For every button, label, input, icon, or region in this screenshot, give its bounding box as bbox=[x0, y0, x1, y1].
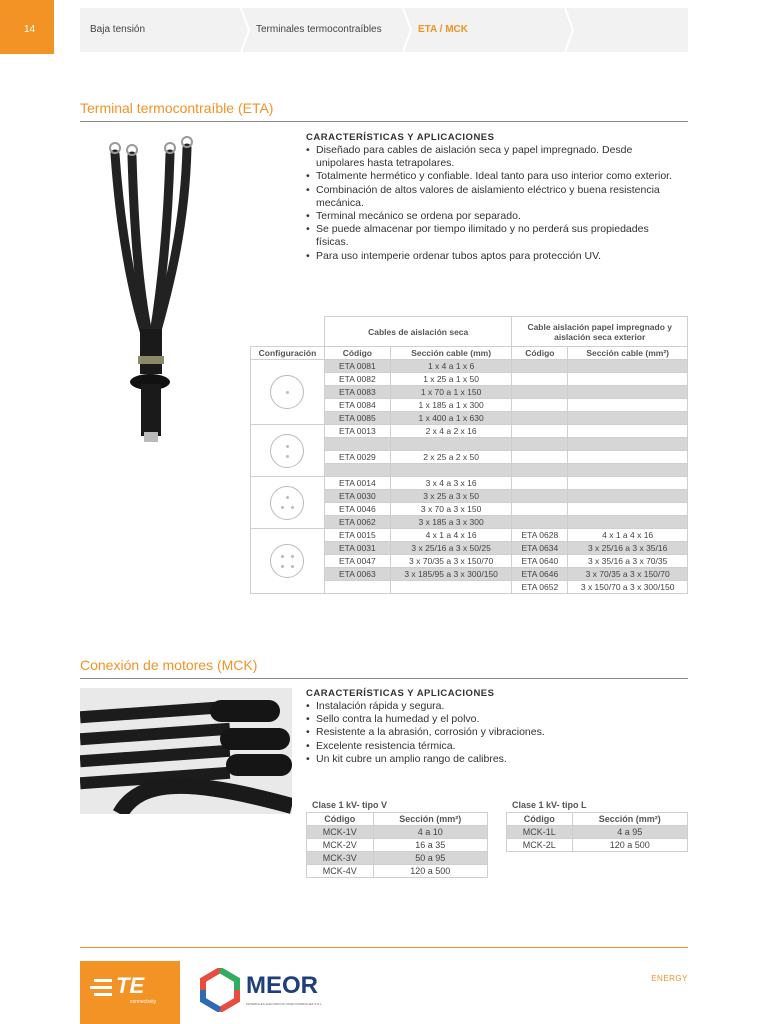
table-cell bbox=[568, 399, 688, 412]
table-cell bbox=[390, 581, 512, 594]
list-item: • Excelente resistencia térmica. bbox=[306, 740, 676, 753]
column-header: Sección cable (mm) bbox=[390, 347, 512, 360]
meor-hexagon-icon bbox=[200, 968, 240, 1012]
table-cell: 3 x 185 a 3 x 300 bbox=[390, 516, 512, 529]
cable-section-icon bbox=[270, 375, 304, 409]
table-cell: 3 x 25/16 a 3 x 50/25 bbox=[390, 542, 512, 555]
table-cell bbox=[512, 503, 568, 516]
divider bbox=[80, 121, 688, 122]
table-cell: ETA 0063 bbox=[324, 568, 390, 581]
mck-section-title: Conexión de motores (MCK) bbox=[80, 657, 258, 673]
list-item: • Sello contra la humedad y el polvo. bbox=[306, 713, 676, 726]
table-cell: 4 x 1 a 4 x 16 bbox=[568, 529, 688, 542]
eta-features-list bbox=[306, 144, 676, 263]
column-header: Sección cable (mm²) bbox=[568, 347, 688, 360]
list-item: • Se puede almacenar por tiempo ilimitado y no perderá sus propiedades físicas. bbox=[306, 223, 676, 249]
table-cell bbox=[324, 464, 390, 477]
breadcrumb-item-current: ETA / MCK bbox=[418, 24, 468, 35]
column-header: Código bbox=[512, 347, 568, 360]
table-cell: ETA 0014 bbox=[324, 477, 390, 490]
table-cell bbox=[568, 373, 688, 386]
table-cell bbox=[512, 386, 568, 399]
table-cell bbox=[568, 438, 688, 451]
table-row bbox=[307, 852, 488, 865]
footer-divider bbox=[80, 947, 688, 948]
table-row bbox=[251, 477, 688, 490]
table-cell: ETA 0646 bbox=[512, 568, 568, 581]
cable-section-icon bbox=[270, 434, 304, 468]
list-item: • Diseñado para cables de aislación seca y papel impregnado. Desde unipolares hasta tetrapolares. bbox=[306, 144, 676, 170]
table-group-header: Cables de aislación seca bbox=[324, 317, 511, 347]
divider bbox=[80, 678, 688, 679]
energy-label: ENERGY bbox=[651, 974, 688, 983]
table-row bbox=[507, 839, 688, 852]
table-cell: 3 x 25 a 3 x 50 bbox=[390, 490, 512, 503]
table-cell: ETA 0015 bbox=[324, 529, 390, 542]
configuration-diagram bbox=[251, 360, 325, 425]
table-cell: 3 x 70/35 a 3 x 150/70 bbox=[390, 555, 512, 568]
chevron-right-icon bbox=[564, 8, 574, 52]
table-cell: ETA 0628 bbox=[512, 529, 568, 542]
table-cell: ETA 0046 bbox=[324, 503, 390, 516]
table-cell: 1 x 70 a 1 x 150 bbox=[390, 386, 512, 399]
table-cell: ETA 0062 bbox=[324, 516, 390, 529]
table-cell: MCK-3V bbox=[307, 852, 374, 865]
list-item: • Para uso intemperie ordenar tubos aptos para protección UV. bbox=[306, 250, 676, 263]
table-row bbox=[307, 839, 488, 852]
table-l-title: Clase 1 kV- tipo L bbox=[512, 800, 587, 810]
table-cell bbox=[512, 464, 568, 477]
table-cell bbox=[568, 490, 688, 503]
configuration-diagram bbox=[251, 425, 325, 477]
table-cell: MCK-2V bbox=[307, 839, 374, 852]
table-cell bbox=[512, 451, 568, 464]
table-cell: 4 a 10 bbox=[373, 826, 487, 839]
table-cell: 120 a 500 bbox=[373, 865, 487, 878]
table-cell: ETA 0084 bbox=[324, 399, 390, 412]
table-cell bbox=[390, 438, 512, 451]
table-cell bbox=[568, 451, 688, 464]
table-cell: 3 x 35/16 a 3 x 70/35 bbox=[568, 555, 688, 568]
table-cell bbox=[512, 477, 568, 490]
column-header: Sección (mm²) bbox=[572, 813, 688, 826]
list-item: • Totalmente hermético y confiable. Ideal tanto para uso interior como exterior. bbox=[306, 170, 676, 183]
table-cell: ETA 0652 bbox=[512, 581, 568, 594]
table-cell bbox=[568, 464, 688, 477]
table-cell: MCK-2L bbox=[507, 839, 573, 852]
table-row bbox=[251, 425, 688, 438]
table-cell: ETA 0082 bbox=[324, 373, 390, 386]
table-cell: 3 x 70 a 3 x 150 bbox=[390, 503, 512, 516]
eta-section-title: Terminal termocontraíble (ETA) bbox=[80, 100, 274, 116]
table-cell bbox=[512, 412, 568, 425]
column-header: Sección (mm²) bbox=[373, 813, 487, 826]
table-cell: 3 x 4 a 3 x 16 bbox=[390, 477, 512, 490]
table-cell bbox=[512, 490, 568, 503]
table-cell: ETA 0029 bbox=[324, 451, 390, 464]
column-header: Código bbox=[307, 813, 374, 826]
breadcrumb-item-terminales[interactable]: Terminales termocontraíbles bbox=[256, 24, 382, 35]
table-group-header: Cable aislación papel impregnado y aislación seca exterior bbox=[512, 317, 688, 347]
table-cell bbox=[324, 438, 390, 451]
list-item: • Combinación de altos valores de aislamiento eléctrico y buena resistencia mecánica. bbox=[306, 184, 676, 210]
list-item: • Instalación rápida y segura. bbox=[306, 700, 676, 713]
table-cell: 1 x 400 a 1 x 630 bbox=[390, 412, 512, 425]
table-cell: MCK-1L bbox=[507, 826, 573, 839]
table-cell bbox=[568, 412, 688, 425]
table-cell: 3 x 150/70 a 3 x 300/150 bbox=[568, 581, 688, 594]
table-row bbox=[307, 826, 488, 839]
mck-features-heading: CARACTERÍSTICAS Y APLICACIONES bbox=[306, 688, 495, 699]
table-cell: 4 x 1 a 4 x 16 bbox=[390, 529, 512, 542]
table-cell bbox=[512, 438, 568, 451]
table-cell: 4 a 95 bbox=[572, 826, 688, 839]
cable-section-icon bbox=[270, 544, 304, 578]
mck-features-list bbox=[306, 700, 676, 766]
table-cell bbox=[512, 425, 568, 438]
breadcrumb bbox=[80, 8, 688, 52]
table-cell: ETA 0031 bbox=[324, 542, 390, 555]
table-cell: 120 a 500 bbox=[572, 839, 688, 852]
column-header: Código bbox=[507, 813, 573, 826]
table-row bbox=[251, 529, 688, 542]
table-cell bbox=[568, 503, 688, 516]
eta-table bbox=[250, 316, 688, 594]
table-cell bbox=[512, 373, 568, 386]
column-header: Configuración bbox=[251, 347, 325, 360]
table-cell: MCK-1V bbox=[307, 826, 374, 839]
table-row bbox=[307, 865, 488, 878]
table-cell bbox=[568, 360, 688, 373]
meor-logo: MEOR MATERIALES ELÉCTRICOS OMAR RODRIGUEZ S.R.L. bbox=[200, 968, 340, 1018]
table-cell bbox=[568, 425, 688, 438]
table-row bbox=[507, 826, 688, 839]
chevron-right-icon bbox=[240, 8, 250, 52]
page-number: 14 bbox=[0, 0, 54, 54]
table-cell bbox=[568, 477, 688, 490]
configuration-diagram bbox=[251, 529, 325, 594]
table-cell: 1 x 4 a 1 x 6 bbox=[390, 360, 512, 373]
table-cell: 16 a 35 bbox=[373, 839, 487, 852]
table-cell: 3 x 185/95 a 3 x 300/150 bbox=[390, 568, 512, 581]
te-connectivity-logo: TE connectivity bbox=[80, 961, 180, 1024]
table-cell: 3 x 25/16 a 3 x 35/16 bbox=[568, 542, 688, 555]
table-cell bbox=[568, 386, 688, 399]
list-item: • Terminal mecánico se ordena por separado. bbox=[306, 210, 676, 223]
table-cell: ETA 0013 bbox=[324, 425, 390, 438]
table-cell: ETA 0085 bbox=[324, 412, 390, 425]
table-cell: 2 x 25 a 2 x 50 bbox=[390, 451, 512, 464]
table-cell: MCK-4V bbox=[307, 865, 374, 878]
table-cell: ETA 0030 bbox=[324, 490, 390, 503]
table-cell: 1 x 25 a 1 x 50 bbox=[390, 373, 512, 386]
table-cell: ETA 0634 bbox=[512, 542, 568, 555]
table-cell: ETA 0640 bbox=[512, 555, 568, 568]
mck-kit-image bbox=[80, 688, 292, 814]
table-cell: ETA 0081 bbox=[324, 360, 390, 373]
table-cell: 50 a 95 bbox=[373, 852, 487, 865]
table-cell: ETA 0047 bbox=[324, 555, 390, 568]
eta-terminal-image bbox=[90, 134, 220, 444]
configuration-diagram bbox=[251, 477, 325, 529]
table-cell: 3 x 70/35 a 3 x 150/70 bbox=[568, 568, 688, 581]
table-cell: 2 x 4 a 2 x 16 bbox=[390, 425, 512, 438]
mck-table-l bbox=[506, 812, 688, 852]
table-row bbox=[251, 360, 688, 373]
eta-features-heading: CARACTERÍSTICAS Y APLICACIONES bbox=[306, 132, 495, 143]
table-cell bbox=[512, 516, 568, 529]
mck-table-v bbox=[306, 812, 488, 878]
cable-section-icon bbox=[270, 486, 304, 520]
list-item: • Un kit cubre un amplio rango de calibres. bbox=[306, 753, 676, 766]
table-v-title: Clase 1 kV- tipo V bbox=[312, 800, 388, 810]
breadcrumb-item-baja-tension[interactable]: Baja tensión bbox=[90, 24, 146, 35]
table-cell bbox=[512, 399, 568, 412]
table-cell bbox=[324, 581, 390, 594]
table-cell bbox=[568, 516, 688, 529]
list-item: • Resistente a la abrasión, corrosión y vibraciones. bbox=[306, 726, 676, 739]
table-cell bbox=[512, 360, 568, 373]
chevron-right-icon bbox=[402, 8, 412, 52]
table-cell: ETA 0083 bbox=[324, 386, 390, 399]
table-cell: 1 x 185 a 1 x 300 bbox=[390, 399, 512, 412]
column-header: Código bbox=[324, 347, 390, 360]
table-cell bbox=[390, 464, 512, 477]
